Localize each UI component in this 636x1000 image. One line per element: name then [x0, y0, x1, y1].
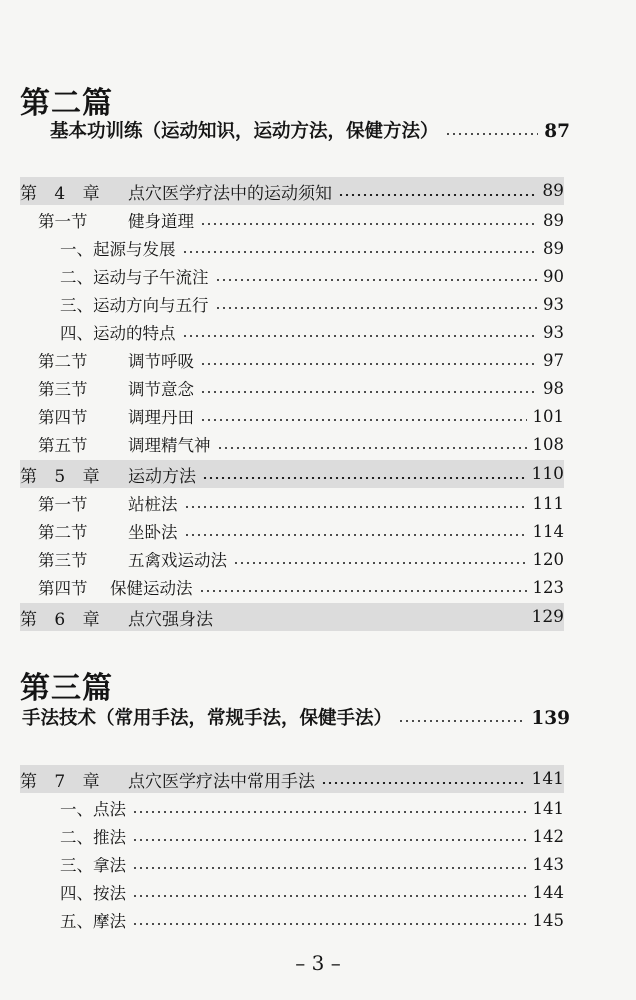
page-number: 120	[532, 549, 564, 569]
section-number: 第三节	[38, 380, 88, 399]
part-subtitle: 手法技术（常用手法，常规手法，保健手法）	[22, 708, 393, 729]
section-number: 第四节	[38, 408, 88, 427]
section-row[interactable]	[20, 346, 564, 374]
chapter-title: 点穴医学疗法中常用手法	[128, 771, 315, 792]
chapter-number: 第 5 章	[20, 466, 106, 487]
part-subtitle-row	[22, 704, 570, 730]
leader-dots	[398, 720, 525, 722]
page-number: 101	[532, 406, 564, 426]
page-number: 141	[531, 769, 564, 789]
subsection-row[interactable]	[20, 290, 564, 318]
page-number: 90	[543, 266, 564, 286]
leader-dots	[132, 839, 527, 841]
leader-dots	[199, 590, 527, 592]
page-number: 108	[532, 434, 564, 454]
page-number: 89	[542, 181, 564, 201]
subsection-row[interactable]	[20, 878, 564, 906]
section-title: 保健运动法	[110, 579, 193, 598]
section-title: 调节意念	[128, 380, 194, 399]
section-row[interactable]	[20, 402, 564, 430]
subsection-row[interactable]	[20, 906, 564, 934]
section-title: 调节呼吸	[128, 352, 194, 371]
subsection-title: 四、按法	[60, 884, 126, 903]
chapter-row[interactable]	[20, 765, 564, 793]
leader-dots	[132, 923, 527, 925]
page-number: 129	[531, 607, 564, 627]
leader-dots	[215, 279, 538, 281]
subsection-title: 五、摩法	[60, 912, 126, 931]
subsection-row[interactable]	[20, 262, 564, 290]
page-number: 141	[532, 798, 564, 818]
subsection-title: 四、运动的特点	[60, 324, 176, 343]
chapter-row[interactable]	[20, 177, 564, 205]
leader-dots	[200, 391, 537, 393]
section-title: 坐卧法	[128, 523, 178, 542]
page-number: 114	[532, 521, 564, 541]
leader-dots	[200, 419, 527, 421]
leader-dots	[215, 307, 538, 309]
subsection-row[interactable]	[20, 794, 564, 822]
leader-dots	[445, 133, 539, 135]
section-number: 第二节	[38, 523, 88, 542]
section-title: 站桩法	[128, 495, 178, 514]
section-number: 第二节	[38, 352, 88, 371]
page-number: 89	[543, 210, 564, 230]
page-number: 143	[532, 854, 564, 874]
leader-dots	[200, 363, 537, 365]
part-subtitle: 基本功训练（运动知识，运动方法，保健方法）	[50, 121, 439, 142]
page-number: 142	[532, 826, 564, 846]
subsection-title: 二、推法	[60, 828, 126, 847]
page-folio: – 3 –	[295, 951, 341, 975]
page-number: 87	[544, 121, 570, 142]
page-number: 97	[543, 350, 564, 370]
chapter-title: 点穴强身法	[128, 609, 213, 630]
page-number: 98	[543, 378, 564, 398]
subsection-title: 二、运动与子午流注	[60, 268, 209, 287]
chapter-number: 第 6 章	[20, 609, 106, 630]
subsection-title: 三、运动方向与五行	[60, 296, 209, 315]
page-number: 93	[543, 322, 564, 342]
section-title: 调理丹田	[128, 408, 194, 427]
leader-dots	[217, 447, 527, 449]
leader-dots	[233, 562, 527, 564]
page-number: 123	[532, 577, 564, 597]
section-number: 第五节	[38, 436, 88, 455]
subsection-row[interactable]	[20, 234, 564, 262]
page-number: 111	[532, 493, 564, 513]
section-row[interactable]	[20, 206, 564, 234]
page-number: 93	[543, 294, 564, 314]
section-number: 第四节	[38, 579, 88, 598]
subsection-title: 一、起源与发展	[60, 240, 176, 259]
leader-dots	[132, 895, 527, 897]
subsection-row[interactable]	[20, 318, 564, 346]
leader-dots	[321, 782, 526, 784]
subsection-title: 一、点法	[60, 800, 126, 819]
part-title: 第二篇	[20, 86, 113, 121]
section-row[interactable]	[20, 489, 564, 517]
leader-dots	[338, 194, 536, 196]
section-number: 第一节	[38, 495, 88, 514]
section-row[interactable]	[20, 573, 564, 601]
leader-dots	[132, 867, 527, 869]
section-title: 调理精气神	[128, 436, 211, 455]
section-number: 第三节	[38, 551, 88, 570]
subsection-title: 三、拿法	[60, 856, 126, 875]
subsection-row[interactable]	[20, 822, 564, 850]
chapter-number: 第 4 章	[20, 183, 106, 204]
section-title: 健身道理	[128, 212, 194, 231]
page-number: 145	[532, 910, 564, 930]
part-title: 第三篇	[20, 671, 113, 706]
leader-dots	[132, 811, 527, 813]
page-number: 89	[543, 238, 564, 258]
page-number: 144	[532, 882, 564, 902]
leader-dots	[182, 251, 538, 253]
chapter-row[interactable]	[20, 603, 564, 631]
subsection-row[interactable]	[20, 850, 564, 878]
chapter-row[interactable]	[20, 460, 564, 488]
page-number: 110	[531, 464, 564, 484]
section-row[interactable]	[20, 374, 564, 402]
leader-dots	[184, 506, 527, 508]
chapter-title: 运动方法	[128, 466, 196, 487]
leader-dots	[202, 477, 526, 479]
chapter-title: 点穴医学疗法中的运动须知	[128, 183, 332, 204]
section-row[interactable]	[20, 545, 564, 573]
chapter-number: 第 7 章	[20, 771, 106, 792]
leader-dots	[184, 534, 527, 536]
section-number: 第一节	[38, 212, 88, 231]
section-row[interactable]	[20, 517, 564, 545]
part-subtitle-row	[50, 117, 570, 143]
leader-dots	[182, 335, 538, 337]
section-title: 五禽戏运动法	[128, 551, 227, 570]
page-number: 139	[531, 708, 570, 729]
section-row[interactable]	[20, 430, 564, 458]
leader-dots	[200, 223, 537, 225]
